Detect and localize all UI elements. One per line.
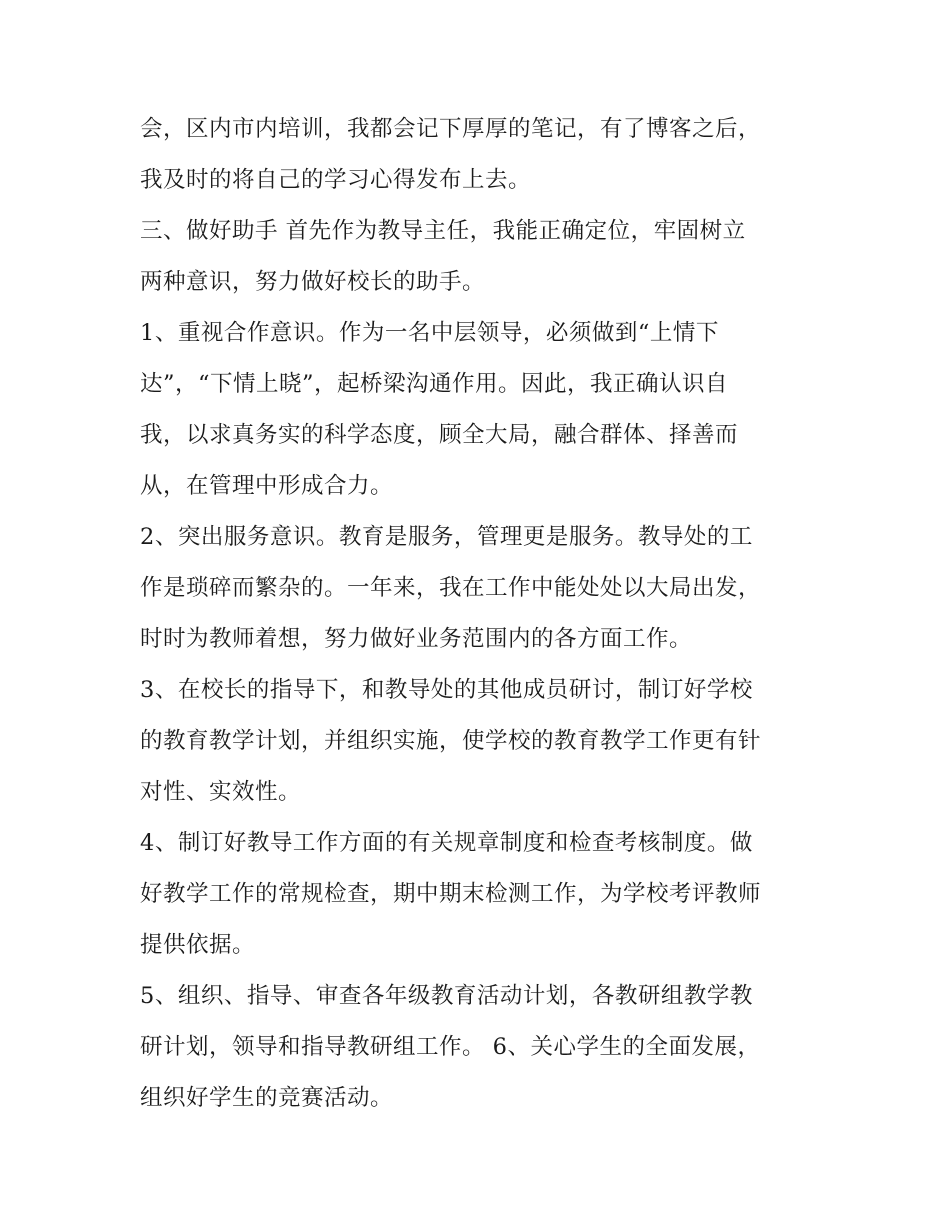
text-line: 两种意识，努力做好校长的助手。 bbox=[140, 269, 486, 295]
text-line: 的教育教学计划，并组织实施，使学校的教育教学工作更有针 bbox=[140, 728, 762, 754]
text-line: 好教学工作的常规检查，期中期末检测工作，为学校考评教师 bbox=[140, 881, 762, 907]
text-line: 2、突出服务意识。教育是服务，管理更是服务。教导处的工 bbox=[140, 524, 753, 550]
text-line: 提供依据。 bbox=[140, 932, 256, 958]
text-line: 3、在校长的指导下，和教导处的其他成员研讨，制订好学校 bbox=[140, 677, 753, 703]
text-line: 达”，“下情上晓”，起桥梁沟通作用。因此，我正确认识自 bbox=[140, 371, 729, 397]
text-line: 我，以求真务实的科学态度，顾全大局，融合群体、择善而 bbox=[140, 422, 739, 448]
text-line: 会，区内市内培训，我都会记下厚厚的笔记，有了博客之后， bbox=[140, 116, 762, 142]
text-line: 我及时的将自己的学习心得发布上去。 bbox=[140, 167, 532, 193]
text-line: 研计划，领导和指导教研组工作。 6、关心学生的全面发展， bbox=[140, 1034, 761, 1060]
text-line: 4、制订好教导工作方面的有关规章制度和检查考核制度。做 bbox=[140, 830, 753, 856]
document-body bbox=[140, 104, 820, 1124]
text-line: 组织好学生的竞赛活动。 bbox=[140, 1085, 394, 1111]
text-line: 时时为教师着想，努力做好业务范围内的各方面工作。 bbox=[140, 626, 693, 652]
text-line: 5、组织、指导、审查各年级教育活动计划，各教研组教学教 bbox=[140, 983, 753, 1009]
text-line: 1、重视合作意识。作为一名中层领导，必须做到“上情下 bbox=[140, 320, 719, 346]
text-line: 对性、实效性。 bbox=[140, 779, 302, 805]
text-line: 从，在管理中形成合力。 bbox=[140, 473, 394, 499]
text-line: 作是琐碎而繁杂的。一年来，我在工作中能处处以大局出发， bbox=[140, 575, 762, 601]
text-line: 三、做好助手 首先作为教导主任，我能正确定位，牢固树立 bbox=[140, 218, 746, 244]
